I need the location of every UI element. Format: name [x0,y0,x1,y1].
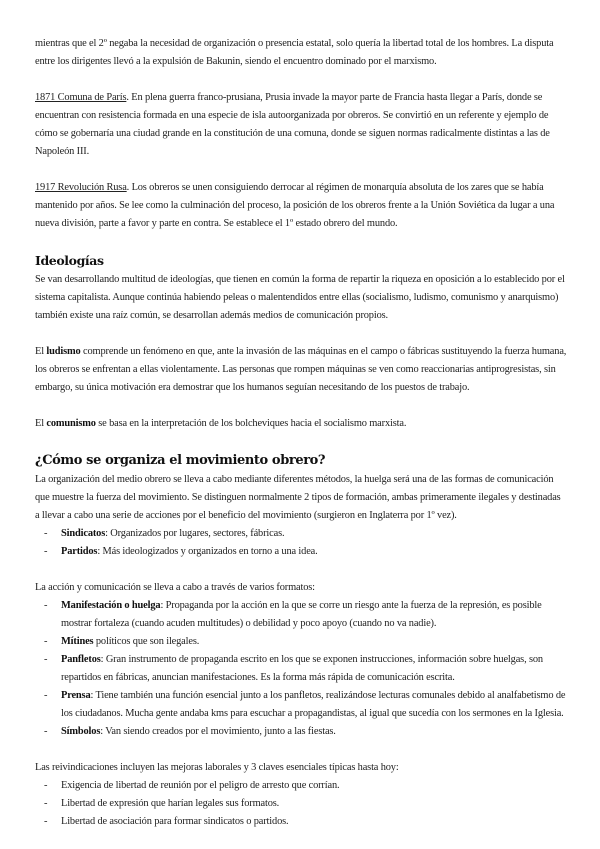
term: Mítines [61,636,94,647]
list-item [35,723,567,741]
text: El [35,346,47,357]
text: : Van siendo creados por el movimiento, junto a las fiestas. [100,726,336,737]
heading-ideologias: Ideologías [35,253,104,268]
paragraph-text: . En plena guerra franco-prusiana, Prusia invade la mayor parte de Francia hasta llegar a París, donde se encuentran con resistencia formada en una especie de isla autoorganizada por obreros. Se convirtió en un referente y ejemplo de cómo se gobernaría una ciudad grande en la constitución de una comuna, donde se siguen normas radicalmente distintas a las de Napoleón III. [35,92,550,157]
paragraph-revolucion-rusa [35,179,567,233]
text: : Gran instrumento de propaganda escrito en los que se exponen instrucciones, información sobre huelgas, son repartidos en fábricas, anuncian manifestaciones. Es la forma más rápida de comunicación escrita. [61,654,543,683]
list-item [35,597,567,633]
list-item: - Libertad de asociación para formar sindicatos o partidos. [35,813,567,831]
term: Prensa [61,690,91,701]
text: : Organizados por lugares, sectores, fábricas. [105,528,285,539]
paragraph-comuna-paris [35,89,567,161]
text: : Más ideologizados y organizados en torno a una idea. [97,546,318,557]
text: se basa en la interpretación de los bolcheviques hacia el socialismo marxista. [95,418,407,429]
list-item [35,543,567,561]
paragraph-comunismo [35,415,567,433]
paragraph-formatos: La acción y comunicación se lleva a cabo a través de varios formatos: [35,582,315,593]
list-item [35,525,567,543]
list-formaciones [35,525,567,561]
list-reivindicaciones [35,777,567,831]
term: Símbolos [61,726,101,737]
text: : Tiene también una función esencial junto a los panfletos, realizándose lecturas comunales debido al analfabetismo de los ciudadanos. Mucha gente andaba kms para escuchar a propagandistas, al igual que sucedía con los sermones en la Iglesia. [61,690,566,719]
term-comunismo: comunismo [46,418,96,429]
paragraph-organizacion: La organización del medio obrero se lleva a cabo mediante diferentes métodos, la huelga será una de las formas de comunicación que muestre la fuerza del movimiento. Se distinguen normalmente 2 tipos de formación, ambas primeramente ilegales y destinadas a llevar a cabo una serie de acciones por el beneficio del movimiento (surgieron en Inglaterra por 1º vez). [35,474,561,521]
list-item [35,651,567,687]
list-item [35,633,567,651]
list-item [35,687,567,723]
text: : Propaganda por la acción en la que se corre un riesgo ante la fuerza de la represión, es posible mostrar fortaleza (cuando acuden multitudes) o debilidad y poco apoyo (cuando no va nadie). [61,600,542,629]
revolucion-rusa-link: 1917 Revolución Rusa [35,182,127,193]
term-ludismo: ludismo [46,346,81,357]
text: El [35,418,47,429]
term: Sindicatos [61,528,106,539]
list-formatos [35,597,567,741]
text: comprende un fenómeno en que, ante la invasión de las máquinas en el campo o fábricas sustituyendo la fuerza humana, los obreros se enfrentan a ellas violentamente. Las personas que rompen máquinas se ven como reaccionarias antiprogresistas, sin embargo, su única motivación era demostrar que los humanos seguían necesitando de los puestos de trabajo. [35,346,567,393]
paragraph-ludismo [35,343,567,397]
comuna-paris-link: 1871 Comuna de París [35,92,127,103]
term: Manifestación o huelga [61,600,161,611]
heading-organizacion: ¿Cómo se organiza el movimiento obrero? [35,453,326,468]
paragraph-internacional: mientras que el 2º negaba la necesidad de organización o presencia estatal, solo quería la libertad total de los hombres. La disputa entre los dirigentes llevó a la expulsión de Bakunin, siendo el encuentro dominado por el marxismo. [35,38,554,67]
text: políticos que son ilegales. [93,636,200,647]
list-item: - Exigencia de libertad de reunión por el peligro de arresto que corrían. [35,777,567,795]
paragraph-reivindicaciones: Las reivindicaciones incluyen las mejoras laborales y 3 claves esenciales típicas hasta hoy: [35,762,399,773]
list-item: - Libertad de expresión que harían legales sus formatos. [35,795,567,813]
paragraph-ideologias: Se van desarrollando multitud de ideologías, que tienen en común la forma de repartir la riqueza en oposición a lo establecido por el sistema capitalista. Aunque continúa habiendo peleas o malentendidos entre ellas (socialismo, ludismo, comunismo y anarquismo) también existe una raíz común, se desarrollan además medios de comunicación propios. [35,274,565,321]
document-page [35,35,567,849]
term: Panfletos [61,654,101,665]
paragraph-text: . Los obreros se unen consiguiendo derrocar al régimen de monarquía absoluta de los zares que se había mantenido por años. Se lee como la culminación del proceso, la posición de los obreros frente a la Unión Soviética da lugar a una nueva división, parte a favor y parte en contra. Se establece el 1º estado obrero del mundo. [35,182,555,229]
term: Partidos [61,546,98,557]
